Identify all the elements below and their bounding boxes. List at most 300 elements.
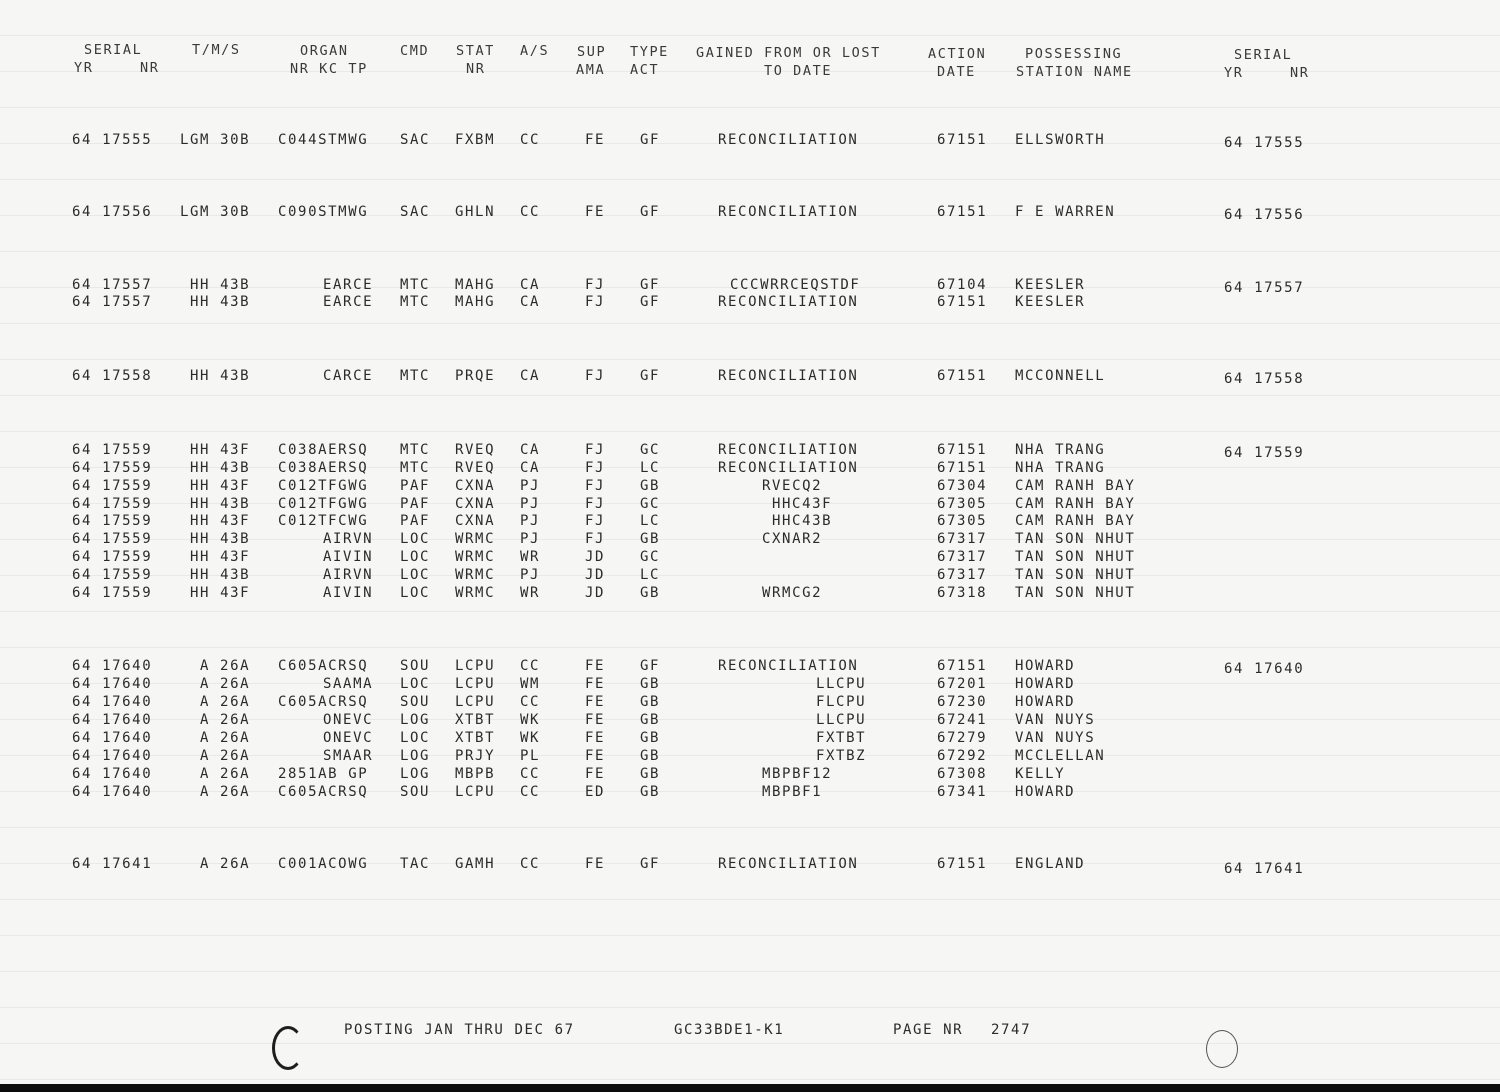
cell-organ: C012TFGWG: [278, 478, 369, 494]
cell-sup: FE: [585, 748, 606, 764]
cell-station: ELLSWORTH: [1015, 132, 1106, 148]
cell-sup: JD: [585, 549, 606, 565]
cell-organ: AIRVN: [323, 531, 374, 547]
cell-cmd: MTC: [400, 460, 431, 476]
cell-date: 67292: [937, 748, 988, 764]
cell-serial: 64 17640: [72, 658, 153, 674]
cell-cmd: SOU: [400, 694, 431, 710]
cell-tms: HH 43B: [190, 567, 251, 583]
cell-organ: AIVIN: [323, 585, 374, 601]
cell-station: TAN SON NHUT: [1015, 531, 1136, 547]
cell-sup: FJ: [585, 531, 606, 547]
cell-serial: 64 17559: [72, 442, 153, 458]
cell-as: PJ: [520, 513, 541, 529]
header-yr: YR: [74, 60, 94, 76]
cell-as: PJ: [520, 496, 541, 512]
cell-date: 67241: [937, 712, 988, 728]
cell-as: WR: [520, 549, 541, 565]
cell-gained: WRMCG2: [762, 585, 823, 601]
cell-organ: C038AERSQ: [278, 442, 369, 458]
cell-station: NHA TRANG: [1015, 460, 1106, 476]
cell-gained: MBPBF1: [762, 784, 823, 800]
cell-date: 67317: [937, 549, 988, 565]
cell-tms: HH 43B: [190, 496, 251, 512]
cell-station: NHA TRANG: [1015, 442, 1106, 458]
cell-stat: WRMC: [455, 567, 496, 583]
page-label: PAGE NR: [893, 1022, 964, 1038]
cell-serial: 64 17559: [72, 460, 153, 476]
cell-date: 67305: [937, 496, 988, 512]
cell-as: PJ: [520, 531, 541, 547]
cell-gained: LLCPU: [816, 676, 867, 692]
cell-sup: FE: [585, 658, 606, 674]
table-row: [0, 784, 1500, 802]
cell-tms: HH 43B: [190, 531, 251, 547]
table-row: [0, 658, 1500, 676]
cell-stat: XTBT: [455, 712, 496, 728]
cell-organ: C090STMWG: [278, 204, 369, 220]
cell-gained: RECONCILIATION: [718, 460, 859, 476]
cell-sup: FE: [585, 204, 606, 220]
cell-stat: PRQE: [455, 368, 496, 384]
cell-station: ENGLAND: [1015, 856, 1086, 872]
cell-stat: RVEQ: [455, 460, 496, 476]
cell-as: PJ: [520, 567, 541, 583]
cell-organ: C038AERSQ: [278, 460, 369, 476]
cell-serial-right: 64 17640: [1224, 661, 1305, 677]
cell-serial-right: 64 17556: [1224, 207, 1305, 223]
cell-organ: C605ACRSQ: [278, 694, 369, 710]
cell-date: 67317: [937, 567, 988, 583]
cell-as: PL: [520, 748, 541, 764]
cell-cmd: LOC: [400, 730, 431, 746]
cell-sup: FE: [585, 676, 606, 692]
cell-tms: A 26A: [200, 730, 251, 746]
cell-serial-right: 64 17557: [1224, 280, 1305, 296]
cell-as: CC: [520, 766, 541, 782]
cell-cmd: LOC: [400, 549, 431, 565]
cell-tms: HH 43F: [190, 442, 251, 458]
cell-date: 67151: [937, 132, 988, 148]
table-row: [0, 460, 1500, 478]
cell-type: LC: [640, 460, 661, 476]
scan-edge: [0, 1084, 1500, 1092]
cell-cmd: LOC: [400, 676, 431, 692]
table-row: [0, 567, 1500, 585]
punch-hole-left-icon: [272, 1026, 304, 1070]
cell-station: HOWARD: [1015, 784, 1076, 800]
cell-date: 67317: [937, 531, 988, 547]
cell-sup: FJ: [585, 277, 606, 293]
cell-stat: CXNA: [455, 513, 496, 529]
cell-as: CC: [520, 204, 541, 220]
cell-tms: A 26A: [200, 784, 251, 800]
table-row: [0, 478, 1500, 496]
cell-as: WM: [520, 676, 541, 692]
cell-type: LC: [640, 567, 661, 583]
cell-serial: 64 17559: [72, 585, 153, 601]
cell-gained: RECONCILIATION: [718, 204, 859, 220]
report-code: GC33BDE1-K1: [674, 1022, 785, 1038]
cell-cmd: MTC: [400, 368, 431, 384]
cell-date: 67151: [937, 294, 988, 310]
cell-sup: FE: [585, 766, 606, 782]
cell-sup: FE: [585, 856, 606, 872]
header-nr-right: NR: [1290, 65, 1310, 81]
cell-date: 67151: [937, 204, 988, 220]
cell-stat: CXNA: [455, 496, 496, 512]
cell-serial: 64 17559: [72, 496, 153, 512]
cell-tms: HH 43F: [190, 478, 251, 494]
cell-gained: RVECQ2: [762, 478, 823, 494]
header-sup: SUP: [577, 44, 607, 60]
cell-organ: C605ACRSQ: [278, 784, 369, 800]
cell-type: GB: [640, 531, 661, 547]
table-row: [0, 748, 1500, 766]
punch-hole-right-icon: [1206, 1030, 1238, 1068]
cell-serial: 64 17557: [72, 294, 153, 310]
cell-sup: FJ: [585, 478, 606, 494]
cell-date: 67279: [937, 730, 988, 746]
cell-tms: A 26A: [200, 658, 251, 674]
cell-organ: C605ACRSQ: [278, 658, 369, 674]
cell-sup: FJ: [585, 294, 606, 310]
cell-stat: WRMC: [455, 549, 496, 565]
cell-tms: HH 43F: [190, 585, 251, 601]
table-row: [0, 676, 1500, 694]
cell-cmd: PAF: [400, 496, 431, 512]
cell-gained: FXTBT: [816, 730, 867, 746]
cell-serial: 64 17558: [72, 368, 153, 384]
cell-sup: FJ: [585, 496, 606, 512]
cell-serial: 64 17559: [72, 478, 153, 494]
cell-type: GB: [640, 694, 661, 710]
table-row: [0, 712, 1500, 730]
cell-cmd: SAC: [400, 204, 431, 220]
cell-tms: HH 43F: [190, 549, 251, 565]
cell-cmd: PAF: [400, 513, 431, 529]
cell-station: HOWARD: [1015, 694, 1076, 710]
cell-station: TAN SON NHUT: [1015, 549, 1136, 565]
header-organ: ORGAN: [300, 43, 349, 59]
header-yr-right: YR: [1224, 65, 1244, 81]
cell-date: 67104: [937, 277, 988, 293]
cell-type: GB: [640, 676, 661, 692]
cell-tms: HH 43B: [190, 294, 251, 310]
cell-tms: A 26A: [200, 694, 251, 710]
cell-cmd: SOU: [400, 784, 431, 800]
cell-cmd: LOG: [400, 766, 431, 782]
cell-as: CA: [520, 442, 541, 458]
cell-sup: FJ: [585, 442, 606, 458]
cell-station: HOWARD: [1015, 658, 1076, 674]
cell-organ: C001ACOWG: [278, 856, 369, 872]
cell-sup: FE: [585, 730, 606, 746]
cell-organ: AIVIN: [323, 549, 374, 565]
cell-type: GB: [640, 784, 661, 800]
cell-stat: LCPU: [455, 694, 496, 710]
cell-type: GB: [640, 585, 661, 601]
cell-organ: C012TFGWG: [278, 496, 369, 512]
cell-cmd: MTC: [400, 294, 431, 310]
cell-as: WK: [520, 730, 541, 746]
cell-gained: HHC43B: [772, 513, 833, 529]
table-row: [0, 531, 1500, 549]
cell-station: MCCLELLAN: [1015, 748, 1106, 764]
cell-cmd: TAC: [400, 856, 431, 872]
cell-type: GF: [640, 204, 661, 220]
cell-as: CA: [520, 277, 541, 293]
table-row: [0, 513, 1500, 531]
page-number: 2747: [991, 1022, 1032, 1038]
cell-station: HOWARD: [1015, 676, 1076, 692]
table-row: [0, 442, 1500, 460]
cell-type: GB: [640, 712, 661, 728]
cell-serial: 64 17640: [72, 676, 153, 692]
cell-organ: CARCE: [323, 368, 374, 384]
cell-sup: ED: [585, 784, 606, 800]
header-stat: STAT: [456, 43, 495, 59]
cell-organ: EARCE: [323, 277, 374, 293]
cell-stat: FXBM: [455, 132, 496, 148]
cell-station: CAM RANH BAY: [1015, 496, 1136, 512]
cell-cmd: PAF: [400, 478, 431, 494]
cell-type: GF: [640, 277, 661, 293]
cell-serial: 64 17640: [72, 748, 153, 764]
table-row: [0, 856, 1500, 877]
cell-type: GC: [640, 442, 661, 458]
cell-tms: HH 43B: [190, 368, 251, 384]
cell-tms: HH 43F: [190, 513, 251, 529]
cell-date: 67318: [937, 585, 988, 601]
cell-cmd: LOC: [400, 531, 431, 547]
posting-period: POSTING JAN THRU DEC 67: [344, 1022, 575, 1038]
header-action-sub: DATE: [937, 64, 976, 80]
cell-stat: WRMC: [455, 585, 496, 601]
header-serial-right: SERIAL: [1234, 47, 1293, 63]
table-row: [0, 132, 1500, 150]
header-tms: T/M/S: [192, 42, 241, 58]
header-action: ACTION: [928, 46, 987, 62]
cell-stat: RVEQ: [455, 442, 496, 458]
cell-organ: SMAAR: [323, 748, 374, 764]
cell-sup: JD: [585, 585, 606, 601]
cell-station: MCCONNELL: [1015, 368, 1106, 384]
cell-organ: EARCE: [323, 294, 374, 310]
cell-gained: HHC43F: [772, 496, 833, 512]
cell-serial: 64 17559: [72, 567, 153, 583]
cell-gained: FXTBZ: [816, 748, 867, 764]
table-row: [0, 294, 1500, 312]
cell-station: CAM RANH BAY: [1015, 478, 1136, 494]
cell-station: TAN SON NHUT: [1015, 585, 1136, 601]
cell-type: GF: [640, 658, 661, 674]
cell-stat: LCPU: [455, 676, 496, 692]
column-headers: [0, 0, 1500, 90]
cell-date: 67151: [937, 460, 988, 476]
header-gained: GAINED FROM OR LOST: [696, 45, 881, 61]
table-row: [0, 730, 1500, 748]
cell-serial: 64 17641: [72, 856, 153, 872]
cell-date: 67341: [937, 784, 988, 800]
cell-serial-right: 64 17558: [1224, 371, 1305, 387]
header-sup-sub: AMA: [576, 62, 606, 78]
cell-date: 67304: [937, 478, 988, 494]
table-row: [0, 585, 1500, 603]
cell-as: CA: [520, 460, 541, 476]
cell-serial: 64 17556: [72, 204, 153, 220]
cell-sup: FJ: [585, 368, 606, 384]
cell-as: CC: [520, 132, 541, 148]
header-possessing-sub: STATION NAME: [1016, 64, 1133, 80]
cell-stat: CXNA: [455, 478, 496, 494]
cell-tms: A 26A: [200, 676, 251, 692]
header-gained-sub: TO DATE: [764, 63, 833, 79]
cell-gained: CCCWRRCEQSTDF: [730, 277, 861, 293]
page-footer: [0, 1022, 1500, 1040]
cell-date: 67151: [937, 658, 988, 674]
cell-stat: GHLN: [455, 204, 496, 220]
cell-stat: XTBT: [455, 730, 496, 746]
cell-as: CC: [520, 658, 541, 674]
cell-as: CC: [520, 694, 541, 710]
cell-cmd: LOG: [400, 748, 431, 764]
cell-serial: 64 17559: [72, 513, 153, 529]
table-row: [0, 368, 1500, 386]
header-stat-sub: NR: [466, 61, 486, 77]
cell-date: 67230: [937, 694, 988, 710]
cell-gained: RECONCILIATION: [718, 856, 859, 872]
cell-as: WK: [520, 712, 541, 728]
cell-station: KEESLER: [1015, 294, 1086, 310]
cell-serial: 64 17640: [72, 694, 153, 710]
table-row: [0, 694, 1500, 712]
header-as: A/S: [520, 43, 550, 59]
cell-as: PJ: [520, 478, 541, 494]
cell-station: F E WARREN: [1015, 204, 1116, 220]
cell-organ: 2851AB GP: [278, 766, 369, 782]
cell-gained: CXNAR2: [762, 531, 823, 547]
cell-station: VAN NUYS: [1015, 730, 1096, 746]
cell-serial: 64 17557: [72, 277, 153, 293]
cell-gained: FLCPU: [816, 694, 867, 710]
cell-as: CC: [520, 784, 541, 800]
cell-stat: PRJY: [455, 748, 496, 764]
cell-organ: SAAMA: [323, 676, 374, 692]
cell-station: CAM RANH BAY: [1015, 513, 1136, 529]
cell-serial: 64 17555: [72, 132, 153, 148]
cell-serial-right: 64 17559: [1224, 445, 1305, 461]
cell-organ: C044STMWG: [278, 132, 369, 148]
cell-tms: A 26A: [200, 766, 251, 782]
cell-type: GB: [640, 730, 661, 746]
cell-serial-right: 64 17641: [1224, 861, 1305, 877]
cell-cmd: MTC: [400, 277, 431, 293]
cell-serial: 64 17640: [72, 712, 153, 728]
header-nr: NR: [140, 60, 160, 76]
cell-type: GF: [640, 132, 661, 148]
cell-station: VAN NUYS: [1015, 712, 1096, 728]
cell-tms: LGM 30B: [180, 204, 251, 220]
table-row: [0, 277, 1500, 295]
cell-cmd: SOU: [400, 658, 431, 674]
table-row: [0, 549, 1500, 567]
cell-sup: FE: [585, 132, 606, 148]
table-row: [0, 204, 1500, 222]
cell-type: GC: [640, 496, 661, 512]
cell-type: GC: [640, 549, 661, 565]
cell-date: 67151: [937, 368, 988, 384]
cell-tms: HH 43B: [190, 277, 251, 293]
cell-type: GF: [640, 856, 661, 872]
cell-type: GB: [640, 748, 661, 764]
cell-tms: A 26A: [200, 712, 251, 728]
cell-gained: RECONCILIATION: [718, 658, 859, 674]
cell-station: KELLY: [1015, 766, 1066, 782]
cell-type: GF: [640, 368, 661, 384]
cell-gained: RECONCILIATION: [718, 368, 859, 384]
cell-sup: FJ: [585, 460, 606, 476]
cell-as: WR: [520, 585, 541, 601]
cell-cmd: LOC: [400, 585, 431, 601]
cell-organ: C012TFCWG: [278, 513, 369, 529]
cell-as: CA: [520, 368, 541, 384]
cell-sup: FJ: [585, 513, 606, 529]
cell-stat: MAHG: [455, 277, 496, 293]
cell-serial: 64 17559: [72, 549, 153, 565]
cell-date: 67305: [937, 513, 988, 529]
cell-station: KEESLER: [1015, 277, 1086, 293]
cell-gained: RECONCILIATION: [718, 442, 859, 458]
cell-serial: 64 17559: [72, 531, 153, 547]
cell-tms: LGM 30B: [180, 132, 251, 148]
cell-cmd: LOC: [400, 567, 431, 583]
header-serial: SERIAL: [84, 42, 143, 58]
header-type: TYPE: [630, 44, 669, 60]
cell-as: CA: [520, 294, 541, 310]
cell-organ: ONEVC: [323, 730, 374, 746]
cell-gained: LLCPU: [816, 712, 867, 728]
cell-serial: 64 17640: [72, 766, 153, 782]
table-row: [0, 766, 1500, 784]
cell-organ: AIRVN: [323, 567, 374, 583]
cell-gained: RECONCILIATION: [718, 132, 859, 148]
cell-type: GF: [640, 294, 661, 310]
cell-serial: 64 17640: [72, 730, 153, 746]
cell-cmd: SAC: [400, 132, 431, 148]
cell-sup: JD: [585, 567, 606, 583]
cell-tms: A 26A: [200, 748, 251, 764]
cell-date: 67151: [937, 442, 988, 458]
cell-date: 67151: [937, 856, 988, 872]
cell-gained: RECONCILIATION: [718, 294, 859, 310]
header-cmd: CMD: [400, 43, 430, 59]
cell-stat: WRMC: [455, 531, 496, 547]
cell-gained: MBPBF12: [762, 766, 833, 782]
cell-stat: MAHG: [455, 294, 496, 310]
cell-stat: MBPB: [455, 766, 496, 782]
cell-serial: 64 17640: [72, 784, 153, 800]
cell-stat: GAMH: [455, 856, 496, 872]
cell-cmd: LOG: [400, 712, 431, 728]
table-row: [0, 496, 1500, 514]
cell-date: 67201: [937, 676, 988, 692]
cell-sup: FE: [585, 712, 606, 728]
cell-as: CC: [520, 856, 541, 872]
header-type-sub: ACT: [630, 62, 660, 78]
cell-stat: LCPU: [455, 658, 496, 674]
cell-stat: LCPU: [455, 784, 496, 800]
